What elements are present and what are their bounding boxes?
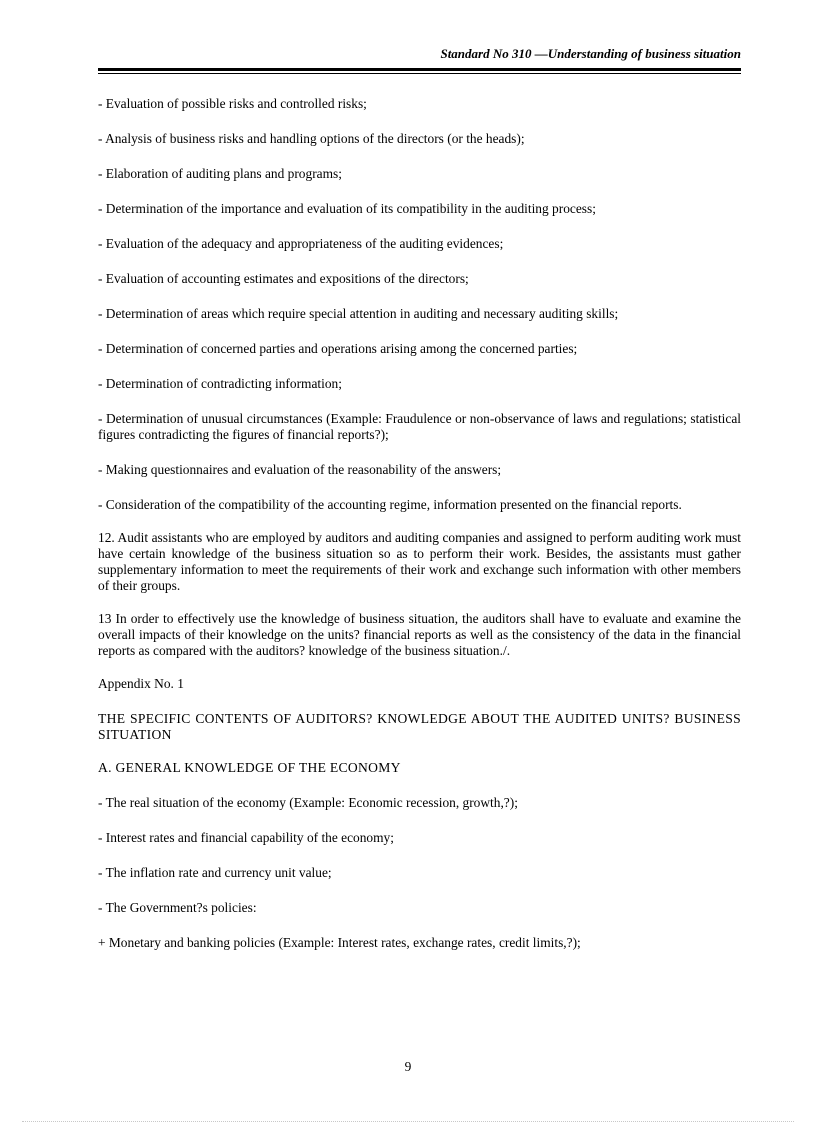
list-item: - Evaluation of accounting estimates and expositions of the directors;	[98, 271, 469, 286]
list-item: - Evaluation of the adequacy and appropriateness of the auditing evidences;	[98, 236, 504, 251]
list-item: - Determination of areas which require special attention in auditing and necessary auditing skills;	[98, 306, 619, 321]
list-item: - Interest rates and financial capability of the economy;	[98, 830, 394, 845]
paragraph-12: 12. Audit assistants who are employed by auditors and auditing companies and assigned to perform auditing work must have certain knowledge of the business situation so as to perform their work. Besides, the assistants must gather supplementary information to meet the requirements of their work and exchange such information with other members of their groups.	[98, 530, 741, 593]
header-rule-thin	[98, 73, 741, 74]
list-item: - The real situation of the economy (Example: Economic recession, growth,?);	[98, 795, 518, 810]
section-heading: A. GENERAL KNOWLEDGE OF THE ECONOMY	[98, 760, 401, 775]
list-item: - Determination of contradicting information;	[98, 376, 342, 391]
list-item: - The Government?s policies:	[98, 900, 257, 915]
list-item: - Evaluation of possible risks and controlled risks;	[98, 96, 367, 111]
header-rule-thick	[98, 68, 741, 71]
list-item: - Making questionnaires and evaluation of the reasonability of the answers;	[98, 462, 502, 477]
appendix-heading: THE SPECIFIC CONTENTS OF AUDITORS? KNOWLEDGE ABOUT THE AUDITED UNITS? BUSINESS SITUATION	[98, 711, 741, 742]
list-item: - Consideration of the compatibility of the accounting regime, information presented on the financial reports.	[98, 497, 682, 512]
page-number: 9	[404, 1059, 412, 1074]
running-header: Standard No 310 —Understanding of business situation	[440, 46, 741, 61]
list-item: - Determination of unusual circumstances (Example: Fraudulence or non-observance of laws and regulations; statistical figures contradicting the figures of financial reports?);	[98, 411, 741, 442]
list-item: - Elaboration of auditing plans and programs;	[98, 166, 342, 181]
list-item: - Analysis of business risks and handling options of the directors (or the heads);	[98, 131, 525, 146]
list-item: - The inflation rate and currency unit value;	[98, 865, 332, 880]
list-item: + Monetary and banking policies (Example: Interest rates, exchange rates, credit limits,?);	[98, 935, 581, 950]
page-bottom-border	[22, 1121, 794, 1122]
appendix-title: Appendix No. 1	[98, 676, 184, 691]
paragraph-13: 13 In order to effectively use the knowledge of business situation, the auditors shall have to evaluate and examine the overall impacts of their knowledge on the units? financial reports as well as the consistency of the data in the financial reports as compared with the auditors? knowledge of the business situation./.	[98, 611, 741, 658]
page-body	[98, 96, 741, 970]
list-item: - Determination of concerned parties and operations arising among the concerned parties;	[98, 341, 578, 356]
list-item: - Determination of the importance and evaluation of its compatibility in the auditing process;	[98, 201, 596, 216]
